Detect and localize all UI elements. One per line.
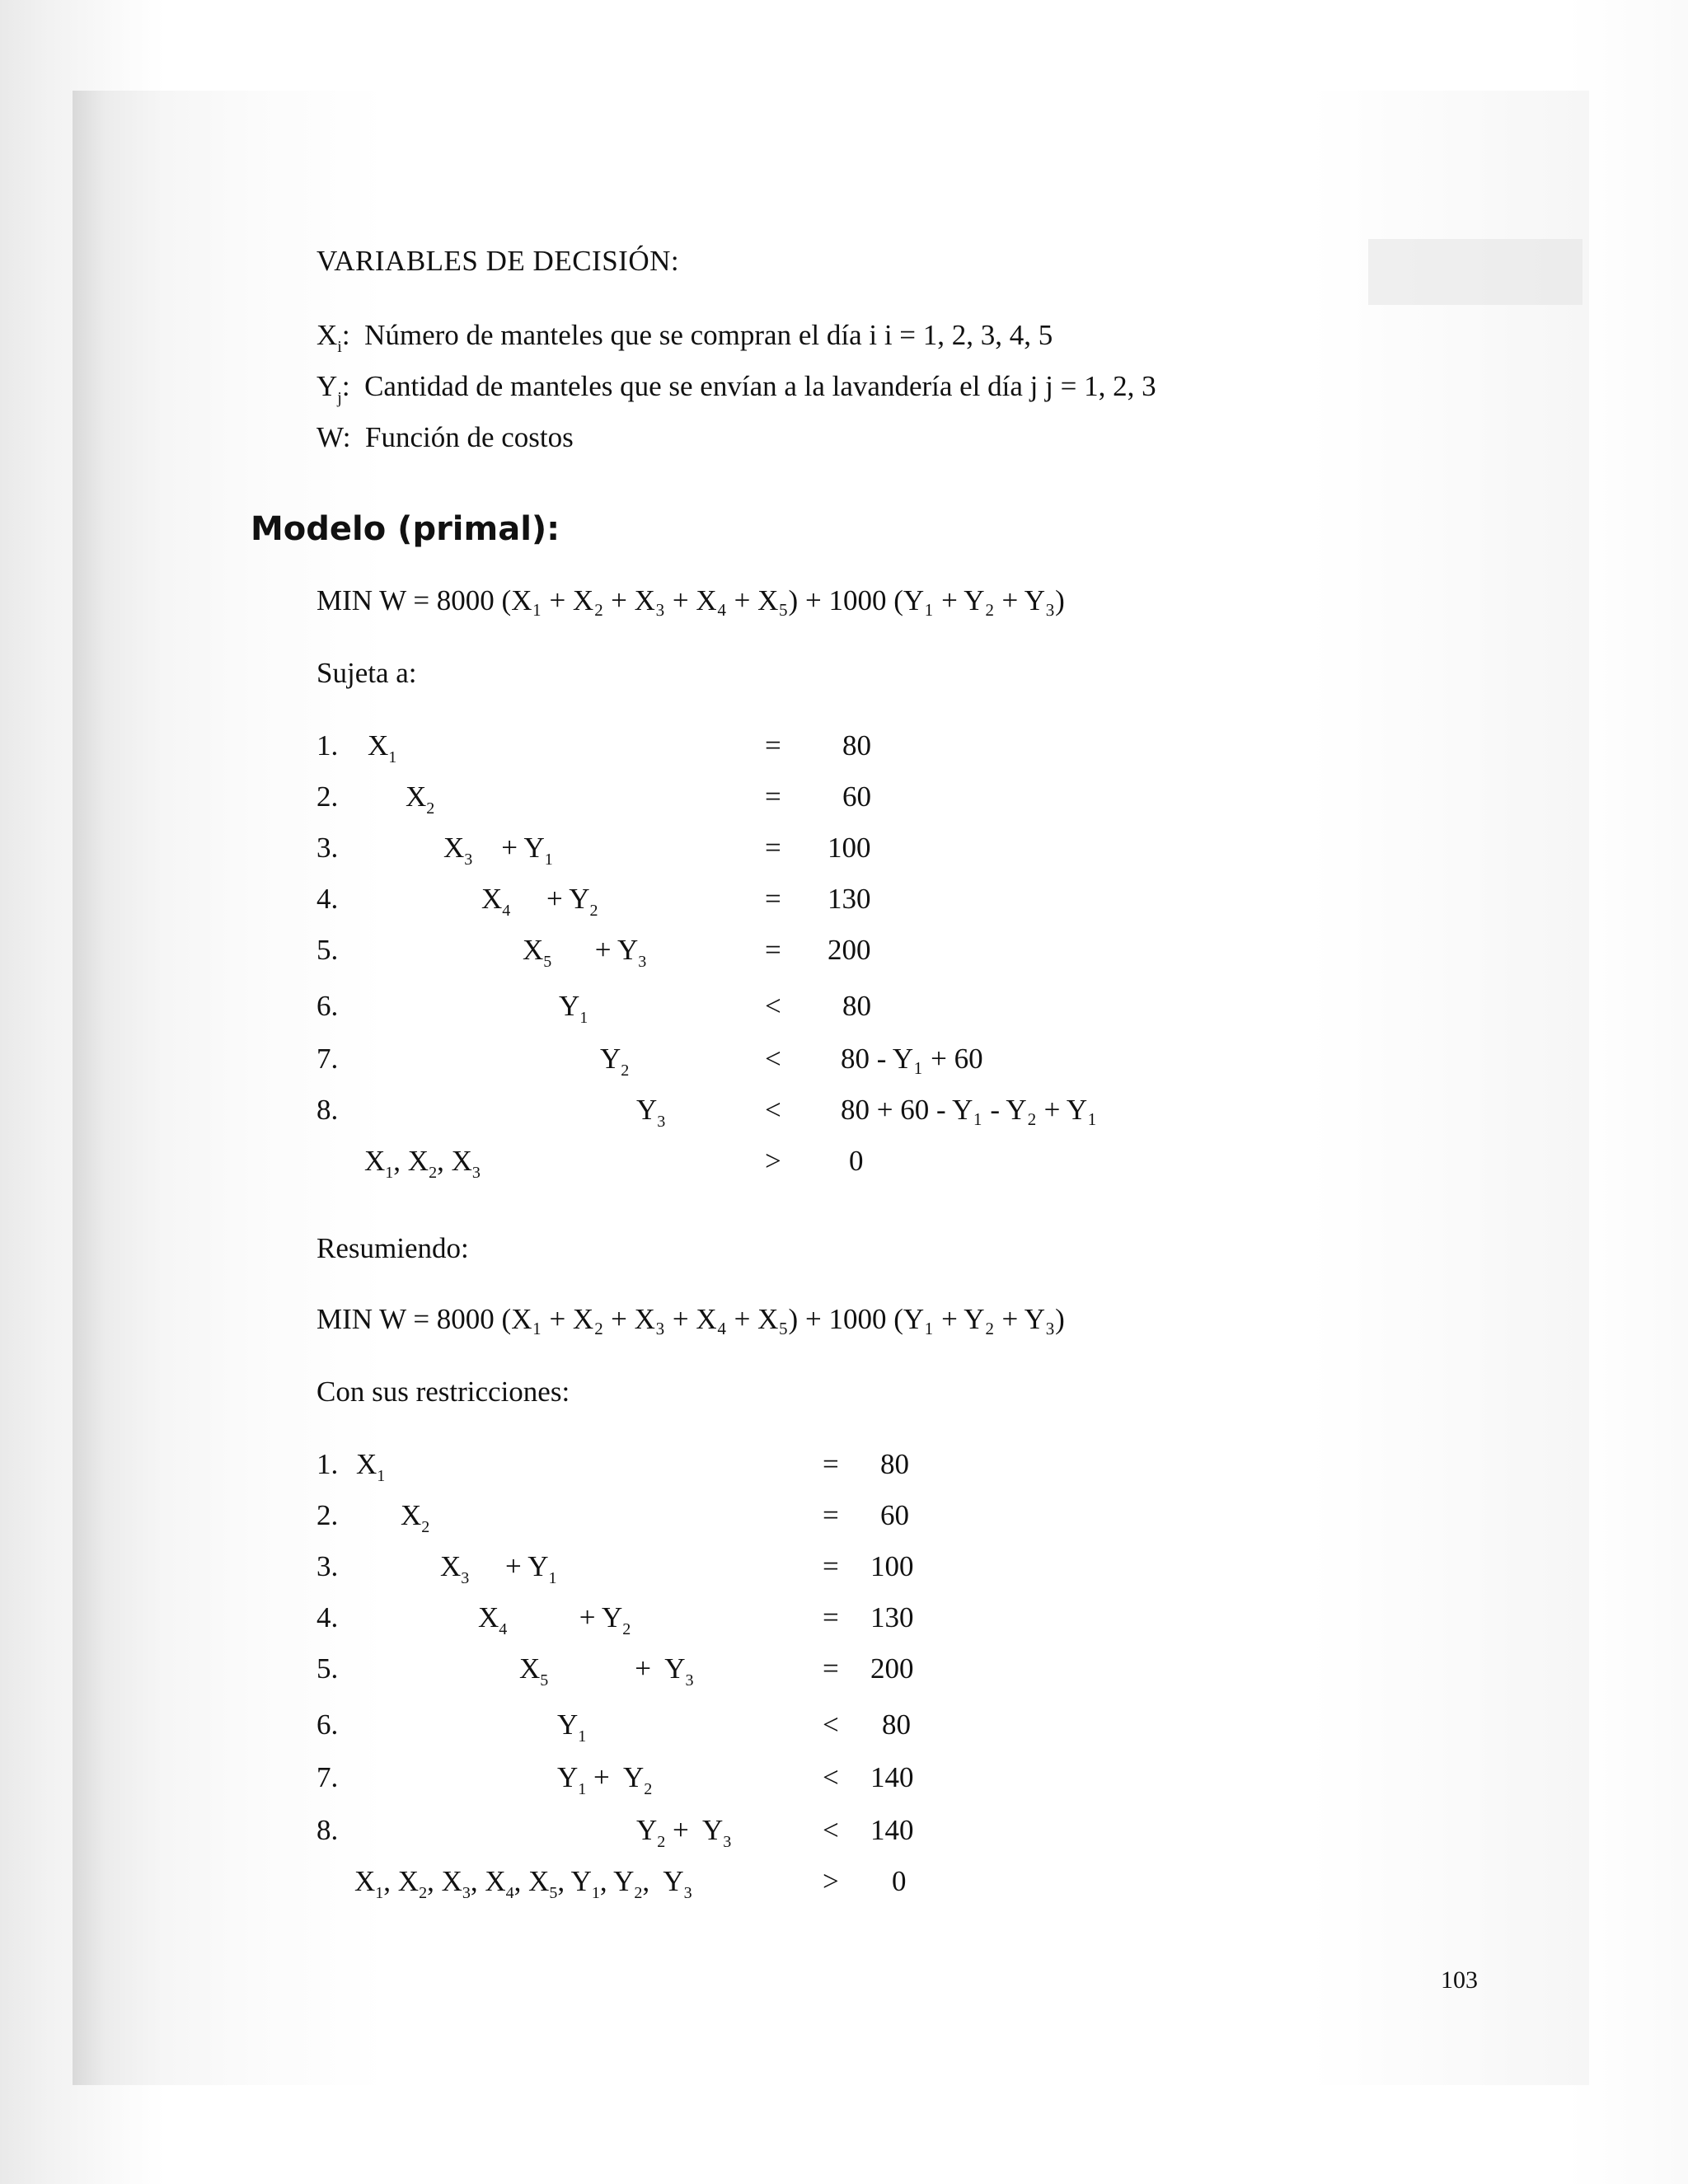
constraint-operator: = bbox=[823, 1448, 839, 1480]
constraint-operator: = bbox=[823, 1499, 839, 1531]
constraint-rhs: 130 bbox=[870, 1601, 914, 1633]
constraint-operator: = bbox=[765, 934, 781, 966]
objective-function-summary: MIN W = 8000 (X₁ + X₂ + X₃ + X₄ + X₅) + 1000 (Y₁ + Y₂ + Y₃) bbox=[316, 1303, 1065, 1335]
constraint-rhs: 80 + 60 - Y₁ - Y₂ + Y₁ bbox=[841, 1094, 1098, 1126]
nonnegativity-lhs: $X_1$, $X_2$, $X_3$ bbox=[364, 1145, 481, 1182]
constraint-operator: < bbox=[765, 990, 781, 1022]
constraint-operator: = bbox=[823, 1652, 839, 1685]
constraint-number: 3. bbox=[316, 1550, 339, 1582]
constraint-lhs: $Y_1$ bbox=[557, 1708, 587, 1746]
constraint-operator: > bbox=[823, 1865, 839, 1897]
constraint-operator: > bbox=[765, 1145, 781, 1177]
constraint-rhs: 200 bbox=[870, 1652, 914, 1685]
summary-label: Resumiendo: bbox=[316, 1232, 469, 1264]
constraint-lhs: $X_5$ + $Y_3$ bbox=[519, 1652, 694, 1690]
constraint-number: 1. bbox=[316, 729, 339, 762]
constraint-lhs: $Y_1$ bbox=[559, 990, 588, 1027]
constraint-operator: = bbox=[823, 1550, 839, 1582]
constraint-operator: < bbox=[823, 1708, 839, 1741]
constraint-rhs: 80 - Y₁ + 60 bbox=[841, 1043, 983, 1075]
definition-x: $X_i$: Número de manteles que se compran el día i i = 1, 2, 3, 4, 5 bbox=[316, 319, 1053, 356]
nonnegativity-lhs: $X_1$, $X_2$, $X_3$, $X_4$, $X_5$, $Y_1$, $Y_2$, $Y_3$ bbox=[354, 1865, 692, 1902]
model-heading: Modelo (primal): bbox=[251, 510, 560, 548]
constraint-lhs: $X_1$ bbox=[356, 1448, 386, 1485]
constraint-operator: < bbox=[765, 1043, 781, 1075]
constraint-rhs: 80 bbox=[842, 990, 871, 1022]
constraint-rhs: 0 bbox=[849, 1145, 864, 1177]
constraint-lhs: $X_5$ + $Y_3$ bbox=[523, 934, 647, 971]
constraint-number: 4. bbox=[316, 883, 339, 915]
constraint-lhs: $Y_2 + Y_3$ bbox=[636, 1814, 732, 1851]
constraint-rhs: 60 bbox=[842, 780, 871, 813]
constraint-operator: = bbox=[765, 780, 781, 813]
constraint-rhs: 80 bbox=[842, 729, 871, 762]
constraint-number: 4. bbox=[316, 1601, 339, 1633]
constraint-lhs: $X_1$ bbox=[368, 729, 397, 766]
constraint-operator: < bbox=[765, 1094, 781, 1126]
constraint-operator: = bbox=[765, 832, 781, 864]
constraint-rhs: 140 bbox=[870, 1814, 914, 1846]
constraint-number: 7. bbox=[316, 1043, 339, 1075]
constraint-lhs: $Y_1 + Y_2$ bbox=[557, 1761, 653, 1798]
objective-function: MIN W = 8000 (X₁ + X₂ + X₃ + X₄ + X₅) + 1000 (Y₁ + Y₂ + Y₃) bbox=[316, 584, 1065, 616]
constraint-operator: = bbox=[765, 883, 781, 915]
constraint-rhs: 100 bbox=[828, 832, 871, 864]
constraint-number: 6. bbox=[316, 1708, 339, 1741]
constraint-rhs: 140 bbox=[870, 1761, 914, 1793]
constraint-number: 2. bbox=[316, 1499, 339, 1531]
constraint-rhs: 80 bbox=[882, 1708, 911, 1741]
constraint-rhs: 60 bbox=[880, 1499, 909, 1531]
restrictions-label: Con sus restricciones: bbox=[316, 1376, 570, 1408]
constraint-number: 2. bbox=[316, 780, 339, 813]
constraint-rhs: 80 bbox=[880, 1448, 909, 1480]
constraint-lhs: $X_4$ + $Y_2$ bbox=[481, 883, 598, 920]
constraint-number: 3. bbox=[316, 832, 339, 864]
constraint-number: 8. bbox=[316, 1094, 339, 1126]
constraint-operator: < bbox=[823, 1761, 839, 1793]
constraint-rhs: 200 bbox=[828, 934, 871, 966]
constraint-rhs: 100 bbox=[870, 1550, 914, 1582]
bleed-through-mark bbox=[1368, 239, 1582, 305]
definition-y: $Y_j$: Cantidad de manteles que se envían a la lavandería el día j j = 1, 2, 3 bbox=[316, 370, 1156, 407]
section-title: VARIABLES DE DECISIÓN: bbox=[316, 245, 680, 277]
constraint-lhs: $Y_2$ bbox=[600, 1043, 630, 1080]
constraint-number: 8. bbox=[316, 1814, 339, 1846]
constraint-lhs: $X_3$ + $Y_1$ bbox=[443, 832, 553, 869]
constraint-lhs: $X_2$ bbox=[401, 1499, 430, 1536]
page-number: 103 bbox=[1441, 1966, 1478, 1994]
constraint-operator: = bbox=[823, 1601, 839, 1633]
constraint-number: 6. bbox=[316, 990, 339, 1022]
constraint-number: 5. bbox=[316, 1652, 339, 1685]
constraint-lhs: $Y_3$ bbox=[636, 1094, 666, 1131]
constraint-operator: = bbox=[765, 729, 781, 762]
constraint-operator: < bbox=[823, 1814, 839, 1846]
constraint-lhs: $X_2$ bbox=[406, 780, 435, 818]
constraint-lhs: $X_4$ + $Y_2$ bbox=[478, 1601, 631, 1638]
definition-w: W: Función de costos bbox=[316, 421, 574, 453]
constraint-lhs: $X_3$ + $Y_1$ bbox=[440, 1550, 557, 1587]
constraint-rhs: 0 bbox=[892, 1865, 907, 1897]
constraint-number: 5. bbox=[316, 934, 339, 966]
constraint-rhs: 130 bbox=[828, 883, 871, 915]
constraint-number: 7. bbox=[316, 1761, 339, 1793]
subject-to-label: Sujeta a: bbox=[316, 657, 417, 689]
constraint-number: 1. bbox=[316, 1448, 339, 1480]
